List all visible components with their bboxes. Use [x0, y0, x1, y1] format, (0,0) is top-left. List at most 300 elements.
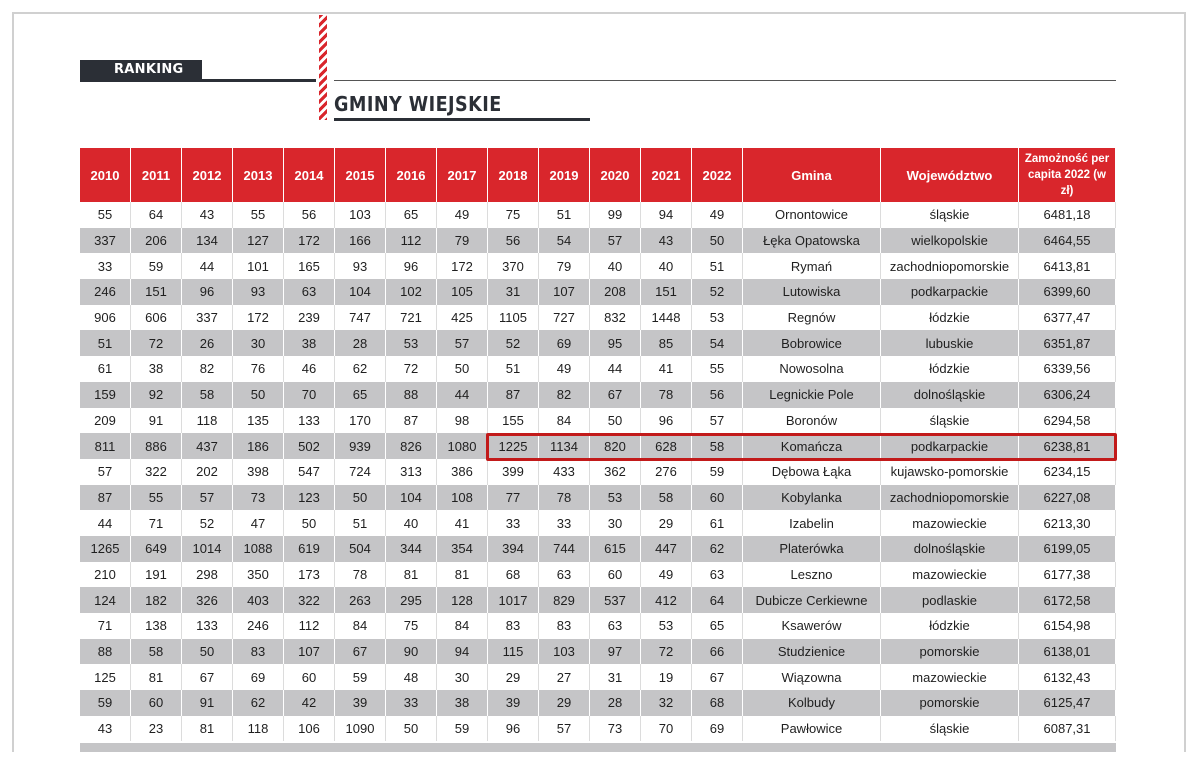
table-cell: podlaskie	[881, 587, 1019, 613]
table-cell: Regnów	[743, 305, 881, 331]
table-cell: 63	[284, 279, 335, 305]
table-cell: 51	[335, 510, 386, 536]
table-cell: 6306,24	[1019, 382, 1116, 408]
column-header-15: Zamożność per capita 2022 (w zł)	[1019, 148, 1116, 202]
column-header-1: 2011	[131, 148, 182, 202]
table-cell: 55	[80, 202, 131, 228]
table-cell: 246	[80, 279, 131, 305]
table-cell: 832	[590, 305, 641, 331]
table-cell: 50	[386, 716, 437, 742]
table-cell: 67	[692, 664, 743, 690]
table-cell: 6199,05	[1019, 536, 1116, 562]
table-cell: Nowosolna	[743, 356, 881, 382]
table-cell: 64	[692, 587, 743, 613]
table-cell: Dubicze Cerkiewne	[743, 587, 881, 613]
table-cell: 60	[590, 562, 641, 588]
table-cell: 98	[437, 408, 488, 434]
table-cell: 40	[641, 253, 692, 279]
table-cell: 210	[80, 562, 131, 588]
title-underline	[334, 118, 590, 121]
table-cell: 202	[182, 459, 233, 485]
table-cell: 53	[590, 485, 641, 511]
table-cell: 744	[539, 536, 590, 562]
table-cell: 30	[233, 330, 284, 356]
table-cell: 107	[539, 279, 590, 305]
table-cell: 62	[692, 536, 743, 562]
table-cell: 811	[80, 433, 131, 459]
table-cell: 82	[182, 356, 233, 382]
table-cell: 72	[386, 356, 437, 382]
table-cell: 67	[590, 382, 641, 408]
table-cell: 87	[80, 485, 131, 511]
header-rule	[334, 80, 1116, 81]
table-cell: 6132,43	[1019, 664, 1116, 690]
table-cell: 1448	[641, 305, 692, 331]
table-cell: Studzienice	[743, 639, 881, 665]
table-cell: 172	[233, 305, 284, 331]
table-cell: zachodniopomorskie	[881, 485, 1019, 511]
table-row	[80, 382, 1116, 408]
table-cell: 65	[692, 613, 743, 639]
table-cell: 1225	[488, 433, 539, 459]
table-cell: 6238,81	[1019, 433, 1116, 459]
table-cell: 43	[641, 228, 692, 254]
table-cell: 84	[539, 408, 590, 434]
table-cell: 504	[335, 536, 386, 562]
table-cell: 386	[437, 459, 488, 485]
table-cell: 186	[233, 433, 284, 459]
table-cell: 6125,47	[1019, 690, 1116, 716]
table-cell: 78	[539, 485, 590, 511]
table-cell: Platerówka	[743, 536, 881, 562]
table-cell: 747	[335, 305, 386, 331]
table-cell: 170	[335, 408, 386, 434]
table-cell: 96	[182, 279, 233, 305]
table-cell: 52	[488, 330, 539, 356]
table-cell: 88	[386, 382, 437, 408]
table-cell: 44	[80, 510, 131, 536]
table-cell: 90	[386, 639, 437, 665]
table-cell: 81	[182, 716, 233, 742]
table-cell: 1088	[233, 536, 284, 562]
table-cell: podkarpackie	[881, 433, 1019, 459]
table-cell: 606	[131, 305, 182, 331]
table-cell: 6177,38	[1019, 562, 1116, 588]
table-cell: 77	[488, 485, 539, 511]
table-cell: 55	[233, 202, 284, 228]
table-cell: 103	[539, 639, 590, 665]
table-cell: 166	[335, 228, 386, 254]
table-cell: 68	[488, 562, 539, 588]
table-cell: 313	[386, 459, 437, 485]
table-cell: 79	[437, 228, 488, 254]
table-cell: 370	[488, 253, 539, 279]
table-cell: 322	[131, 459, 182, 485]
table-cell: 102	[386, 279, 437, 305]
table-cell: 28	[590, 690, 641, 716]
table-row	[80, 253, 1116, 279]
table-cell: 87	[488, 382, 539, 408]
table-cell: 105	[437, 279, 488, 305]
table-cell: 70	[284, 382, 335, 408]
table-cell: 425	[437, 305, 488, 331]
table-cell: 42	[284, 690, 335, 716]
table-cell: 96	[386, 253, 437, 279]
table-header-row	[80, 148, 1116, 202]
table-cell: 99	[590, 202, 641, 228]
table-cell: Dębowa Łąka	[743, 459, 881, 485]
table-cell: 55	[131, 485, 182, 511]
column-header-10: 2020	[590, 148, 641, 202]
table-cell: 69	[539, 330, 590, 356]
table-cell: 92	[131, 382, 182, 408]
table-cell: 6413,81	[1019, 253, 1116, 279]
table-cell: 83	[488, 613, 539, 639]
table-cell: 23	[131, 716, 182, 742]
table-cell: Pawłowice	[743, 716, 881, 742]
table-cell: 108	[437, 485, 488, 511]
table-row	[80, 664, 1116, 690]
table-cell: 182	[131, 587, 182, 613]
table-row	[80, 433, 1116, 459]
table-cell: 72	[641, 639, 692, 665]
table-cell: 93	[233, 279, 284, 305]
table-cell: 628	[641, 433, 692, 459]
table-cell: 32	[641, 690, 692, 716]
table-cell: 820	[590, 433, 641, 459]
table-cell: 66	[692, 639, 743, 665]
table-cell: 51	[539, 202, 590, 228]
table-cell: 29	[539, 690, 590, 716]
table-cell: 263	[335, 587, 386, 613]
table-cell: 6464,55	[1019, 228, 1116, 254]
table-cell: 61	[692, 510, 743, 536]
column-header-5: 2015	[335, 148, 386, 202]
table-cell: 49	[692, 202, 743, 228]
column-header-8: 2018	[488, 148, 539, 202]
table-cell: 403	[233, 587, 284, 613]
table-row	[80, 408, 1116, 434]
table-cell: 75	[488, 202, 539, 228]
table-cell: 56	[284, 202, 335, 228]
table-cell: 96	[488, 716, 539, 742]
table-cell: 6213,30	[1019, 510, 1116, 536]
column-header-13: Gmina	[743, 148, 881, 202]
table-cell: 59	[335, 664, 386, 690]
table-cell: 85	[641, 330, 692, 356]
table-cell: 73	[590, 716, 641, 742]
column-header-2: 2012	[182, 148, 233, 202]
table-cell: 44	[182, 253, 233, 279]
table-cell: 72	[131, 330, 182, 356]
table-cell: 79	[539, 253, 590, 279]
table-cell: 125	[80, 664, 131, 690]
table-cell: 93	[335, 253, 386, 279]
table-cell: 6339,56	[1019, 356, 1116, 382]
decorative-stripe-bar	[319, 15, 327, 120]
table-cell: kujawsko-pomorskie	[881, 459, 1019, 485]
table-cell: 31	[488, 279, 539, 305]
table-cell: 81	[131, 664, 182, 690]
table-cell: 91	[131, 408, 182, 434]
table-cell: 398	[233, 459, 284, 485]
table-cell: 118	[233, 716, 284, 742]
table-cell: 437	[182, 433, 233, 459]
table-cell: 38	[284, 330, 335, 356]
table-cell: 50	[335, 485, 386, 511]
table-cell: 1134	[539, 433, 590, 459]
table-cell: 43	[80, 716, 131, 742]
table-cell: 412	[641, 587, 692, 613]
table-row	[80, 330, 1116, 356]
table-cell: łódzkie	[881, 613, 1019, 639]
table-cell: 115	[488, 639, 539, 665]
table-row	[80, 459, 1116, 485]
table-cell: 40	[386, 510, 437, 536]
table-cell: 29	[641, 510, 692, 536]
table-cell: 246	[233, 613, 284, 639]
table-cell: 71	[80, 613, 131, 639]
table-cell: 44	[437, 382, 488, 408]
table-cell: 6154,98	[1019, 613, 1116, 639]
table-row	[80, 716, 1116, 742]
table-cell: 295	[386, 587, 437, 613]
table-cell: 64	[131, 202, 182, 228]
table-cell: 394	[488, 536, 539, 562]
table-cell: 27	[539, 664, 590, 690]
column-header-7: 2017	[437, 148, 488, 202]
table-cell: 101	[233, 253, 284, 279]
table-cell: 50	[692, 228, 743, 254]
table-cell: 60	[284, 664, 335, 690]
table-cell: 19	[641, 664, 692, 690]
table-cell: wielkopolskie	[881, 228, 1019, 254]
table-cell: 65	[386, 202, 437, 228]
table-cell: 50	[233, 382, 284, 408]
table-cell: 60	[692, 485, 743, 511]
table-cell: 44	[590, 356, 641, 382]
table-cell: 53	[641, 613, 692, 639]
table-cell: 104	[386, 485, 437, 511]
table-cell: 63	[539, 562, 590, 588]
table-cell: Izabelin	[743, 510, 881, 536]
table-cell: Leszno	[743, 562, 881, 588]
table-cell: 344	[386, 536, 437, 562]
table-cell: 91	[182, 690, 233, 716]
table-cell: 39	[335, 690, 386, 716]
table-cell: 30	[590, 510, 641, 536]
table-cell: 31	[590, 664, 641, 690]
table-cell: 53	[692, 305, 743, 331]
table-cell: 83	[539, 613, 590, 639]
table-cell: 58	[641, 485, 692, 511]
table-cell: 59	[437, 716, 488, 742]
table-cell: 49	[437, 202, 488, 228]
table-cell: 57	[590, 228, 641, 254]
table-cell: 68	[692, 690, 743, 716]
table-cell: 118	[182, 408, 233, 434]
table-cell: łódzkie	[881, 356, 1019, 382]
table-cell: 337	[80, 228, 131, 254]
table-cell: mazowieckie	[881, 562, 1019, 588]
table-cell: 82	[539, 382, 590, 408]
table-cell: 298	[182, 562, 233, 588]
table-cell: 50	[437, 356, 488, 382]
table-cell: 172	[284, 228, 335, 254]
table-cell: 46	[284, 356, 335, 382]
table-row	[80, 690, 1116, 716]
table-cell: 54	[539, 228, 590, 254]
table-cell: 87	[386, 408, 437, 434]
table-cell: 107	[284, 639, 335, 665]
table-cell: 6227,08	[1019, 485, 1116, 511]
table-cell: 57	[80, 459, 131, 485]
table-cell: 63	[590, 613, 641, 639]
table-cell: 47	[233, 510, 284, 536]
table-cell: 59	[692, 459, 743, 485]
table-cell: 33	[539, 510, 590, 536]
table-cell: śląskie	[881, 716, 1019, 742]
table-cell: 48	[386, 664, 437, 690]
table-cell: 38	[437, 690, 488, 716]
table-cell: 81	[386, 562, 437, 588]
table-cell: 41	[437, 510, 488, 536]
table-row	[80, 228, 1116, 254]
table-cell: 721	[386, 305, 437, 331]
column-header-14: Województwo	[881, 148, 1019, 202]
table-cell: 54	[692, 330, 743, 356]
table-cell: 43	[182, 202, 233, 228]
table-cell: Ksawerów	[743, 613, 881, 639]
table-cell: 127	[233, 228, 284, 254]
table-cell: Boronów	[743, 408, 881, 434]
table-cell: pomorskie	[881, 690, 1019, 716]
table-cell: 138	[131, 613, 182, 639]
table-cell: Kolbudy	[743, 690, 881, 716]
table-cell: 133	[182, 613, 233, 639]
table-cell: 62	[335, 356, 386, 382]
table-row	[80, 356, 1116, 382]
table-cell: 59	[131, 253, 182, 279]
table-cell: 1265	[80, 536, 131, 562]
table-cell: 191	[131, 562, 182, 588]
table-cell: 28	[335, 330, 386, 356]
table-cell: 33	[488, 510, 539, 536]
table-cell: 619	[284, 536, 335, 562]
table-cell: 135	[233, 408, 284, 434]
table-cell: 73	[233, 485, 284, 511]
table-cell: 133	[284, 408, 335, 434]
table-row	[80, 536, 1116, 562]
table-row	[80, 202, 1116, 228]
table-cell: 58	[131, 639, 182, 665]
table-cell: 83	[233, 639, 284, 665]
table-cell: 51	[80, 330, 131, 356]
table-row	[80, 485, 1116, 511]
table-cell: 724	[335, 459, 386, 485]
table-cell: 447	[641, 536, 692, 562]
table-cell: 33	[386, 690, 437, 716]
table-cell: 124	[80, 587, 131, 613]
table-cell: 1014	[182, 536, 233, 562]
table-cell: 6087,31	[1019, 716, 1116, 742]
table-cell: 112	[284, 613, 335, 639]
table-cell: 1090	[335, 716, 386, 742]
table-cell: Legnickie Pole	[743, 382, 881, 408]
table-cell: podkarpackie	[881, 279, 1019, 305]
table-cell: 78	[335, 562, 386, 588]
table-cell: 326	[182, 587, 233, 613]
table-cell: 6377,47	[1019, 305, 1116, 331]
table-cell: 57	[437, 330, 488, 356]
table-cell: 172	[437, 253, 488, 279]
table-cell: 151	[131, 279, 182, 305]
table-cell: 1080	[437, 433, 488, 459]
table-cell: 322	[284, 587, 335, 613]
table-cell: 52	[692, 279, 743, 305]
table-cell: łódzkie	[881, 305, 1019, 331]
table-cell: 59	[80, 690, 131, 716]
table-cell: 81	[437, 562, 488, 588]
table-row	[80, 587, 1116, 613]
table-cell: 649	[131, 536, 182, 562]
table-cell: 362	[590, 459, 641, 485]
table-cell: 78	[641, 382, 692, 408]
table-cell: 56	[488, 228, 539, 254]
table-cell: 55	[692, 356, 743, 382]
table-cell: 6351,87	[1019, 330, 1116, 356]
table-cell: 1017	[488, 587, 539, 613]
table-cell: 49	[539, 356, 590, 382]
table-cell: 209	[80, 408, 131, 434]
table-cell: 399	[488, 459, 539, 485]
table-cell: mazowieckie	[881, 664, 1019, 690]
table-cell: 123	[284, 485, 335, 511]
table-cell: 50	[182, 639, 233, 665]
table-cell: Komańcza	[743, 433, 881, 459]
table-cell: 56	[692, 382, 743, 408]
column-header-6: 2016	[386, 148, 437, 202]
table-row	[80, 639, 1116, 665]
table-cell: 165	[284, 253, 335, 279]
table-cell: 49	[641, 562, 692, 588]
table-row	[80, 305, 1116, 331]
table-cell: Ornontowice	[743, 202, 881, 228]
table-cell: 537	[590, 587, 641, 613]
table-row	[80, 279, 1116, 305]
table-cell: 151	[641, 279, 692, 305]
column-header-0: 2010	[80, 148, 131, 202]
table-cell: 65	[335, 382, 386, 408]
table-cell: 57	[539, 716, 590, 742]
table-cell: 350	[233, 562, 284, 588]
table-cell: 159	[80, 382, 131, 408]
table-cell: 239	[284, 305, 335, 331]
table-cell: 61	[80, 356, 131, 382]
table-cell: 155	[488, 408, 539, 434]
column-header-12: 2022	[692, 148, 743, 202]
table-cell: 104	[335, 279, 386, 305]
table-cell: 727	[539, 305, 590, 331]
table-cell: 95	[590, 330, 641, 356]
table-cell: lubuskie	[881, 330, 1019, 356]
table-cell: 886	[131, 433, 182, 459]
table-cell: 939	[335, 433, 386, 459]
table-cell: 71	[131, 510, 182, 536]
table-cell: 30	[437, 664, 488, 690]
table-cell: 63	[692, 562, 743, 588]
table-cell: 67	[182, 664, 233, 690]
